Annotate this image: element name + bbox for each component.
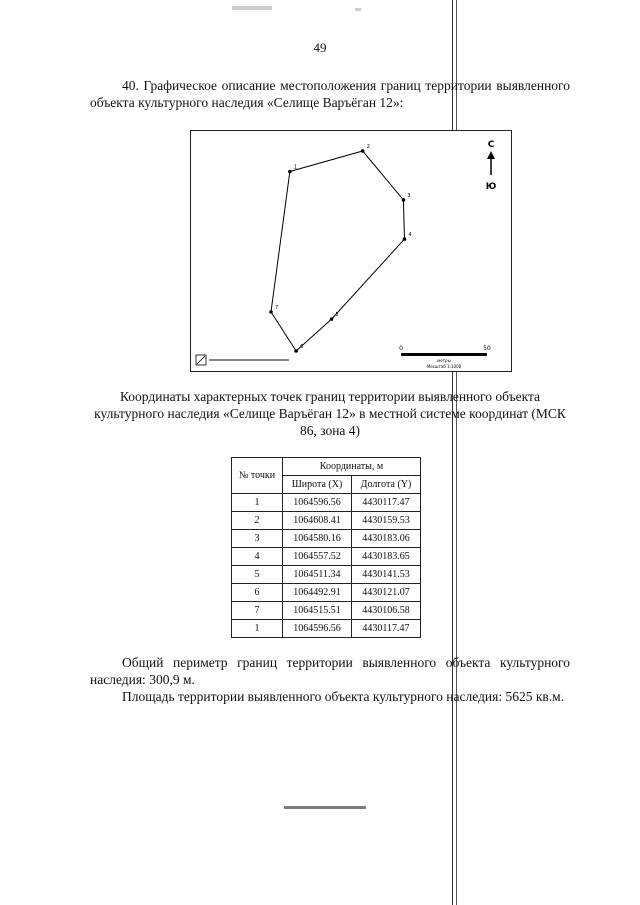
scan-noise xyxy=(284,806,366,809)
lon-cell: 4430106.58 xyxy=(352,602,421,620)
coordinates-table xyxy=(231,457,421,638)
table-row xyxy=(232,512,421,530)
boundary-point-marker xyxy=(330,317,334,321)
lon-cell: 4430117.47 xyxy=(352,494,421,512)
boundary-point-label: 4 xyxy=(408,232,412,239)
scale-end: 50 xyxy=(483,345,491,352)
compass xyxy=(486,140,497,192)
boundary-map-svg xyxy=(191,131,511,371)
boundary-point-marker xyxy=(269,310,273,314)
lon-cell: 4430121.07 xyxy=(352,584,421,602)
boundary-point-marker xyxy=(402,198,406,202)
lon-cell: 4430159.53 xyxy=(352,512,421,530)
lat-cell: 1064596.56 xyxy=(283,620,352,638)
boundary-point-label: 6 xyxy=(300,344,304,350)
col-lon-header: Долгота (Y) xyxy=(352,476,421,494)
lat-cell: 1064608.41 xyxy=(283,512,352,530)
table-row xyxy=(232,602,421,620)
lat-cell: 1064596.56 xyxy=(283,494,352,512)
perimeter-text: Общий периметр границ территории выявленного объекта культурного наследия: 300,9 м. xyxy=(90,655,570,687)
table-row xyxy=(232,530,421,548)
table-row xyxy=(232,566,421,584)
point-cell: 6 xyxy=(232,584,283,602)
col-coords-header: Координаты, м xyxy=(283,458,421,476)
lat-cell: 1064492.91 xyxy=(283,584,352,602)
section-heading: 40. Графическое описание местоположения границ территории выявленного объекта культурного наследия «Селище Варъёган 12»: xyxy=(90,78,570,110)
table-row xyxy=(232,584,421,602)
lon-cell: 4430117.47 xyxy=(352,620,421,638)
compass-south-label: Ю xyxy=(485,182,497,192)
lat-cell: 1064515.51 xyxy=(283,602,352,620)
table-row xyxy=(232,620,421,638)
point-cell: 7 xyxy=(232,602,283,620)
lat-cell: 1064511.34 xyxy=(283,566,352,584)
lat-cell: 1064580.16 xyxy=(283,530,352,548)
lon-cell: 4430183.65 xyxy=(352,548,421,566)
coordinates-table-body xyxy=(232,494,421,638)
table-caption: Координаты характерных точек границ территории выявленного объекта культурного наследия «Селище Варъёган 12» в местной системе координат (МСК 86, зона 4) xyxy=(94,389,566,438)
scan-noise xyxy=(232,6,272,10)
lat-cell: 1064557.52 xyxy=(283,548,352,566)
area-text: Площадь территории выявленного объекта культурного наследия: 5625 кв.м. xyxy=(122,689,565,704)
legend-swatch-icon xyxy=(197,356,205,364)
boundary-map xyxy=(190,130,512,372)
boundary-line xyxy=(271,151,404,351)
point-cell: 5 xyxy=(232,566,283,584)
scan-noise xyxy=(355,8,361,11)
point-cell: 4 xyxy=(232,548,283,566)
boundary-point-marker xyxy=(288,170,292,174)
point-cell: 3 xyxy=(232,530,283,548)
scale-unit: метры xyxy=(437,358,451,363)
boundary-point-label: 7 xyxy=(275,304,279,311)
scale-bar xyxy=(399,345,491,369)
page-number: 49 xyxy=(313,40,327,55)
lon-cell: 4430183.06 xyxy=(352,530,421,548)
boundary-point-marker xyxy=(361,149,365,153)
table-row xyxy=(232,548,421,566)
boundary-point-marker xyxy=(294,349,298,353)
lon-cell: 4430141.53 xyxy=(352,566,421,584)
point-cell: 1 xyxy=(232,494,283,512)
boundary-point-marker xyxy=(403,237,407,241)
scale-start: 0 xyxy=(399,345,403,352)
col-point-header: № точки xyxy=(232,458,283,494)
map-legend xyxy=(196,355,289,365)
boundary-point-label: 1 xyxy=(293,164,298,171)
compass-north-label: С xyxy=(487,140,495,150)
scale-bar-line xyxy=(401,353,487,356)
col-lat-header: Широта (X) xyxy=(283,476,352,494)
legend-text-placeholder xyxy=(209,359,289,361)
boundary-polygon xyxy=(269,144,411,353)
scale-ratio: Масштаб 1:1000 xyxy=(426,364,462,369)
boundary-point-label: 5 xyxy=(335,312,339,319)
point-cell: 1 xyxy=(232,620,283,638)
boundary-point-label: 2 xyxy=(366,144,370,150)
point-cell: 2 xyxy=(232,512,283,530)
compass-arrowhead-icon xyxy=(487,151,495,159)
boundary-point-label: 3 xyxy=(407,192,411,199)
table-row xyxy=(232,494,421,512)
